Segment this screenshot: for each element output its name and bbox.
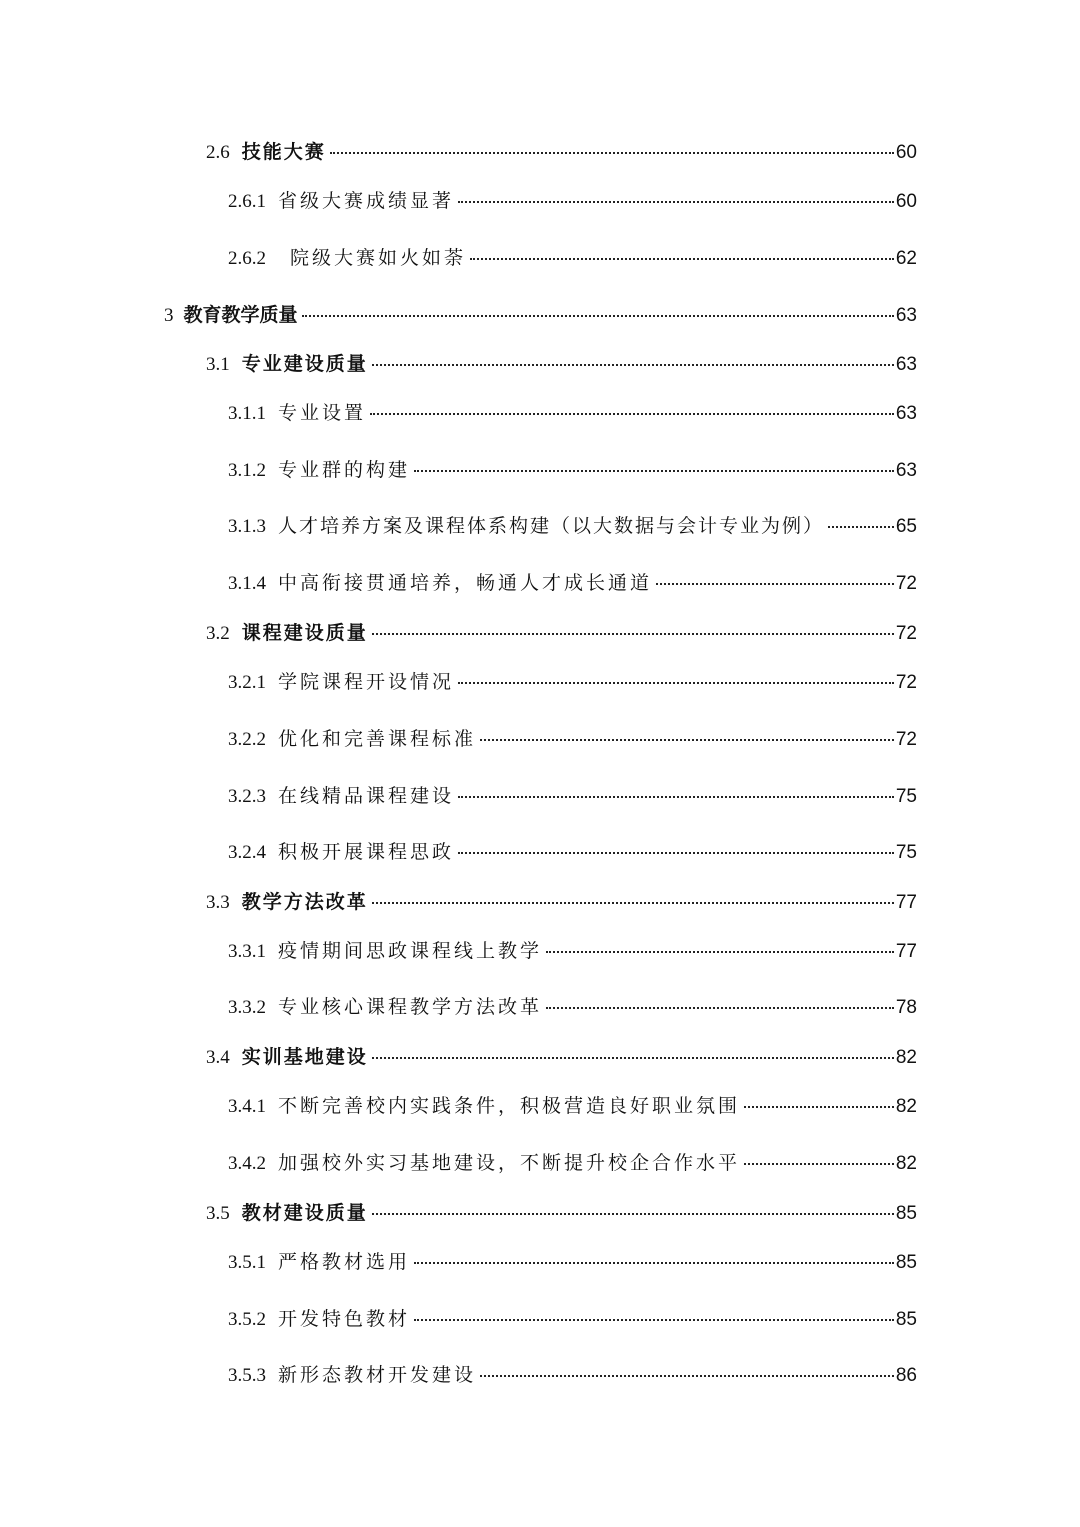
toc-entry-page: 82 bbox=[895, 1096, 917, 1117]
toc-entry-number: 3.1.4 bbox=[228, 573, 266, 594]
toc-entry-number: 3.4.1 bbox=[228, 1096, 266, 1117]
dot-leader bbox=[372, 1057, 894, 1059]
toc-entry-page: 85 bbox=[895, 1309, 917, 1330]
dot-leader bbox=[656, 583, 894, 585]
toc-entry[interactable] bbox=[228, 667, 917, 697]
toc-entry[interactable] bbox=[228, 1091, 917, 1121]
toc-entry-number: 3.3 bbox=[206, 892, 230, 913]
dot-leader bbox=[372, 633, 894, 635]
dot-leader bbox=[330, 152, 894, 154]
toc-entry[interactable] bbox=[206, 349, 917, 379]
toc-entry-title: 严格教材选用 bbox=[278, 1251, 411, 1273]
toc-entry[interactable] bbox=[206, 887, 917, 917]
toc-entry-number: 3.1.2 bbox=[228, 460, 266, 481]
toc-entry-page: 86 bbox=[895, 1365, 917, 1386]
toc-entry-title: 实训基地建设 bbox=[241, 1046, 368, 1068]
toc-entry-title: 专业设置 bbox=[278, 402, 367, 424]
toc-entry-title: 专业群的构建 bbox=[278, 459, 411, 481]
toc-entry-number: 3.5 bbox=[206, 1203, 230, 1224]
toc-entry-title: 在线精品课程建设 bbox=[278, 785, 455, 807]
dot-leader bbox=[546, 1007, 894, 1009]
toc-entry-number: 2.6.2 bbox=[228, 248, 266, 269]
toc-entry-number: 3.2.2 bbox=[228, 729, 266, 750]
toc-entry-page: 77 bbox=[895, 941, 917, 962]
toc-entry[interactable] bbox=[228, 511, 917, 541]
toc-entry[interactable] bbox=[228, 1304, 917, 1334]
toc-entry-title: 加强校外实习基地建设，不断提升校企合作水平 bbox=[278, 1152, 741, 1174]
toc-entry[interactable] bbox=[228, 568, 917, 598]
dot-leader bbox=[470, 258, 894, 260]
toc-entry-page: 63 bbox=[895, 354, 917, 375]
toc-entry-number: 3.1.1 bbox=[228, 403, 266, 424]
toc-entry-number: 3.1.3 bbox=[228, 516, 266, 537]
toc-entry-title: 院级大赛如火如荼 bbox=[290, 247, 467, 269]
dot-leader bbox=[546, 951, 894, 953]
toc-entry-title: 人才培养方案及课程体系构建（以大数据与会计专业为例） bbox=[278, 515, 825, 537]
toc-entry-page: 82 bbox=[895, 1153, 917, 1174]
toc-entry-title: 专业核心课程教学方法改革 bbox=[278, 996, 543, 1018]
dot-leader bbox=[458, 852, 894, 854]
toc-entry[interactable] bbox=[228, 837, 917, 867]
toc-entry[interactable] bbox=[228, 1247, 917, 1277]
toc-entry[interactable] bbox=[228, 243, 917, 273]
toc-entry[interactable] bbox=[228, 992, 917, 1022]
dot-leader bbox=[480, 739, 894, 741]
dot-leader bbox=[372, 1213, 894, 1215]
toc-entry[interactable] bbox=[228, 936, 917, 966]
toc-entry-title: 疫情期间思政课程线上教学 bbox=[278, 940, 543, 962]
toc-entry-page: 63 bbox=[895, 403, 917, 424]
toc-entry[interactable] bbox=[228, 398, 917, 428]
toc-entry-page: 65 bbox=[895, 516, 917, 537]
toc-entry[interactable] bbox=[228, 1148, 917, 1178]
toc-entry-number: 3.4.2 bbox=[228, 1153, 266, 1174]
toc-entry-number: 3.2.1 bbox=[228, 672, 266, 693]
toc-entry-number: 3.3.1 bbox=[228, 941, 266, 962]
toc-entry-title: 课程建设质量 bbox=[241, 622, 368, 644]
toc-entry-title: 中高衔接贯通培养，畅通人才成长通道 bbox=[278, 572, 653, 594]
toc-entry-page: 85 bbox=[895, 1203, 917, 1224]
toc-entry-page: 63 bbox=[895, 305, 917, 326]
toc-entry-page: 62 bbox=[895, 248, 917, 269]
toc-entry-title: 教材建设质量 bbox=[241, 1202, 368, 1224]
toc-entry-number: 2.6 bbox=[206, 142, 230, 163]
dot-leader bbox=[744, 1106, 894, 1108]
toc-entry-title: 开发特色教材 bbox=[278, 1308, 411, 1330]
dot-leader bbox=[372, 902, 894, 904]
toc-entry-page: 63 bbox=[895, 460, 917, 481]
dot-leader bbox=[414, 1319, 894, 1321]
toc-entry-page: 72 bbox=[895, 623, 917, 644]
toc-entry-title: 专业建设质量 bbox=[241, 353, 368, 375]
toc-entry-page: 72 bbox=[895, 672, 917, 693]
toc-entry-number: 3.5.2 bbox=[228, 1309, 266, 1330]
toc-entry[interactable] bbox=[206, 618, 917, 648]
dot-leader bbox=[414, 470, 894, 472]
dot-leader bbox=[458, 796, 894, 798]
toc-entry-title: 省级大赛成绩显著 bbox=[278, 190, 455, 212]
toc-entry-page: 75 bbox=[895, 786, 917, 807]
toc-entry[interactable] bbox=[164, 300, 917, 330]
toc-entry-title: 技能大赛 bbox=[241, 141, 326, 163]
toc-entry[interactable] bbox=[228, 724, 917, 754]
dot-leader bbox=[458, 682, 894, 684]
toc-entry-title: 学院课程开设情况 bbox=[278, 671, 455, 693]
toc-entry-number: 3.2.4 bbox=[228, 842, 266, 863]
dot-leader bbox=[370, 413, 894, 415]
toc-entry[interactable] bbox=[228, 186, 917, 216]
toc-entry-page: 75 bbox=[895, 842, 917, 863]
toc-entry-title: 新形态教材开发建设 bbox=[278, 1364, 477, 1386]
toc-entry-title: 教育教学质量 bbox=[183, 304, 298, 326]
toc-entry-page: 77 bbox=[895, 892, 917, 913]
dot-leader bbox=[458, 201, 894, 203]
toc-entry-number: 2.6.1 bbox=[228, 191, 266, 212]
toc-entry-title: 优化和完善课程标准 bbox=[278, 728, 477, 750]
toc-entry-number: 3.3.2 bbox=[228, 997, 266, 1018]
toc-entry-page: 78 bbox=[895, 997, 917, 1018]
dot-leader bbox=[372, 364, 894, 366]
toc-entry[interactable] bbox=[206, 1198, 917, 1228]
toc-entry[interactable] bbox=[228, 455, 917, 485]
toc-entry-page: 72 bbox=[895, 729, 917, 750]
toc-entry-title: 不断完善校内实践条件，积极营造良好职业氛围 bbox=[278, 1095, 741, 1117]
toc-entry[interactable] bbox=[228, 781, 917, 811]
toc-entry-page: 82 bbox=[895, 1047, 917, 1068]
toc-entry-number: 3.5.1 bbox=[228, 1252, 266, 1273]
toc-entry-number: 3.4 bbox=[206, 1047, 230, 1068]
dot-leader bbox=[302, 315, 894, 317]
toc-entry-number: 3.2 bbox=[206, 623, 230, 644]
toc-entry[interactable] bbox=[206, 137, 917, 167]
toc-entry[interactable] bbox=[228, 1360, 917, 1390]
dot-leader bbox=[828, 526, 894, 528]
dot-leader bbox=[414, 1262, 894, 1264]
toc-entry-title: 积极开展课程思政 bbox=[278, 841, 455, 863]
toc-entry-number: 3.2.3 bbox=[228, 786, 266, 807]
toc-entry-page: 85 bbox=[895, 1252, 917, 1273]
toc-entry-title: 教学方法改革 bbox=[241, 891, 368, 913]
toc-entry-page: 60 bbox=[895, 142, 917, 163]
dot-leader bbox=[744, 1163, 894, 1165]
toc-entry-number: 3 bbox=[164, 305, 174, 326]
dot-leader bbox=[480, 1375, 894, 1377]
toc-entry-page: 60 bbox=[895, 191, 917, 212]
toc-entry-page: 72 bbox=[895, 573, 917, 594]
toc-entry[interactable] bbox=[206, 1042, 917, 1072]
toc-entry-number: 3.1 bbox=[206, 354, 230, 375]
toc-entry-number: 3.5.3 bbox=[228, 1365, 266, 1386]
